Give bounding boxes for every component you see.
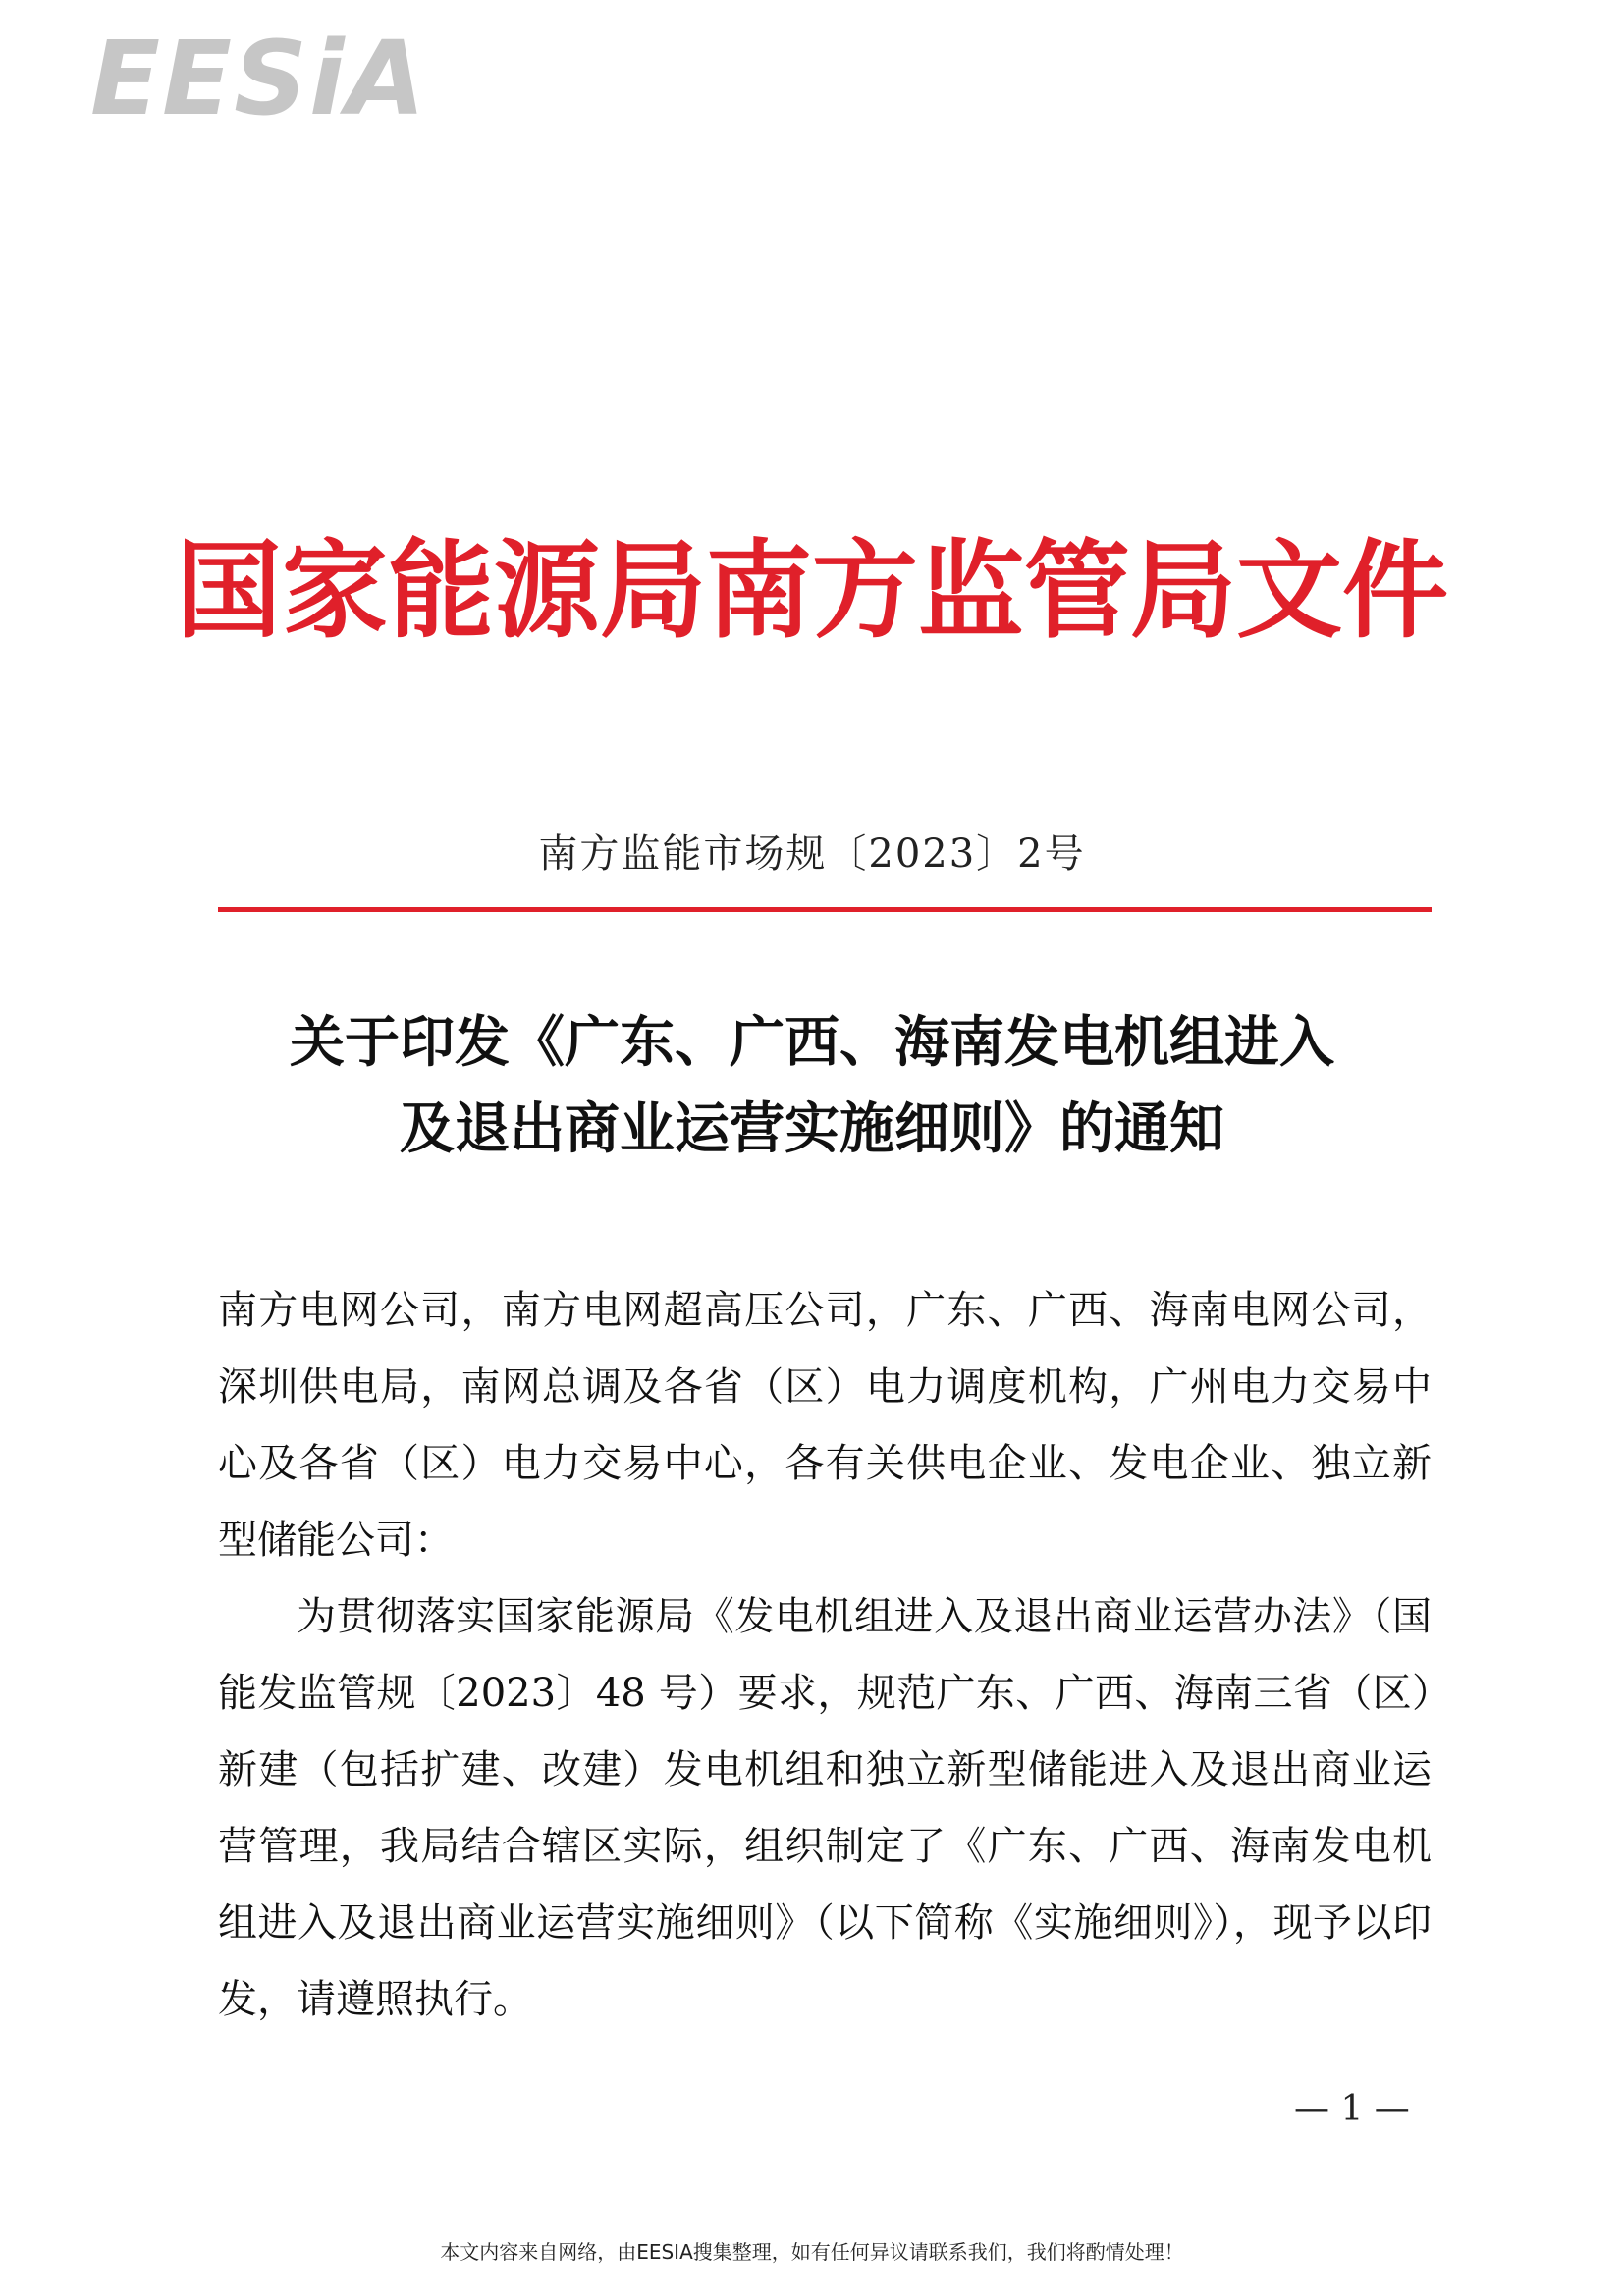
addressees-paragraph: 南方电网公司，南方电网超高压公司，广东、广西、海南电网公司，深圳供电局，南网总调及各省（区）电力调度机构，广州电力交易中心及各省（区）电力交易中心，各有关供电企业、发电企业、独立新型储能公司： xyxy=(218,1288,1432,1563)
document-header-title: 国家能源局南方监管局文件 xyxy=(175,529,1448,653)
body-paragraph: 为贯彻落实国家能源局《发电机组进入及退出商业运营办法》（国能发监管规〔2023〕48 号）要求，规范广东、广西、海南三省（区）新建（包括扩建、改建）发电机组和独立新型储能进入及退出商业运营管理，我局结合辖区实际，组织制定了《广东、广西、海南发电机组进入及退出商业运营实施细则》（以下简称《实施细则》），现予以印发，请遵照执行。 xyxy=(218,1594,1432,2022)
notice-title-line-2: 及退出商业运营实施细则》的通知 xyxy=(400,1096,1224,1161)
page-number: — 1 — xyxy=(1294,2089,1410,2129)
notice-title-line-1: 关于印发《广东、广西、海南发电机组进入 xyxy=(290,1010,1334,1075)
red-divider-line xyxy=(218,907,1432,912)
eesia-logo: EESiA xyxy=(90,19,428,138)
document-number: 南方监能市场规〔2023〕2号 xyxy=(538,831,1086,877)
notice-title xyxy=(0,999,1624,1172)
body-text xyxy=(218,1272,1432,2038)
footer-disclaimer: 本文内容来自网络，由EESIA搜集整理，如有任何异议请联系我们，我们将酌情处理！ xyxy=(440,2240,1184,2264)
